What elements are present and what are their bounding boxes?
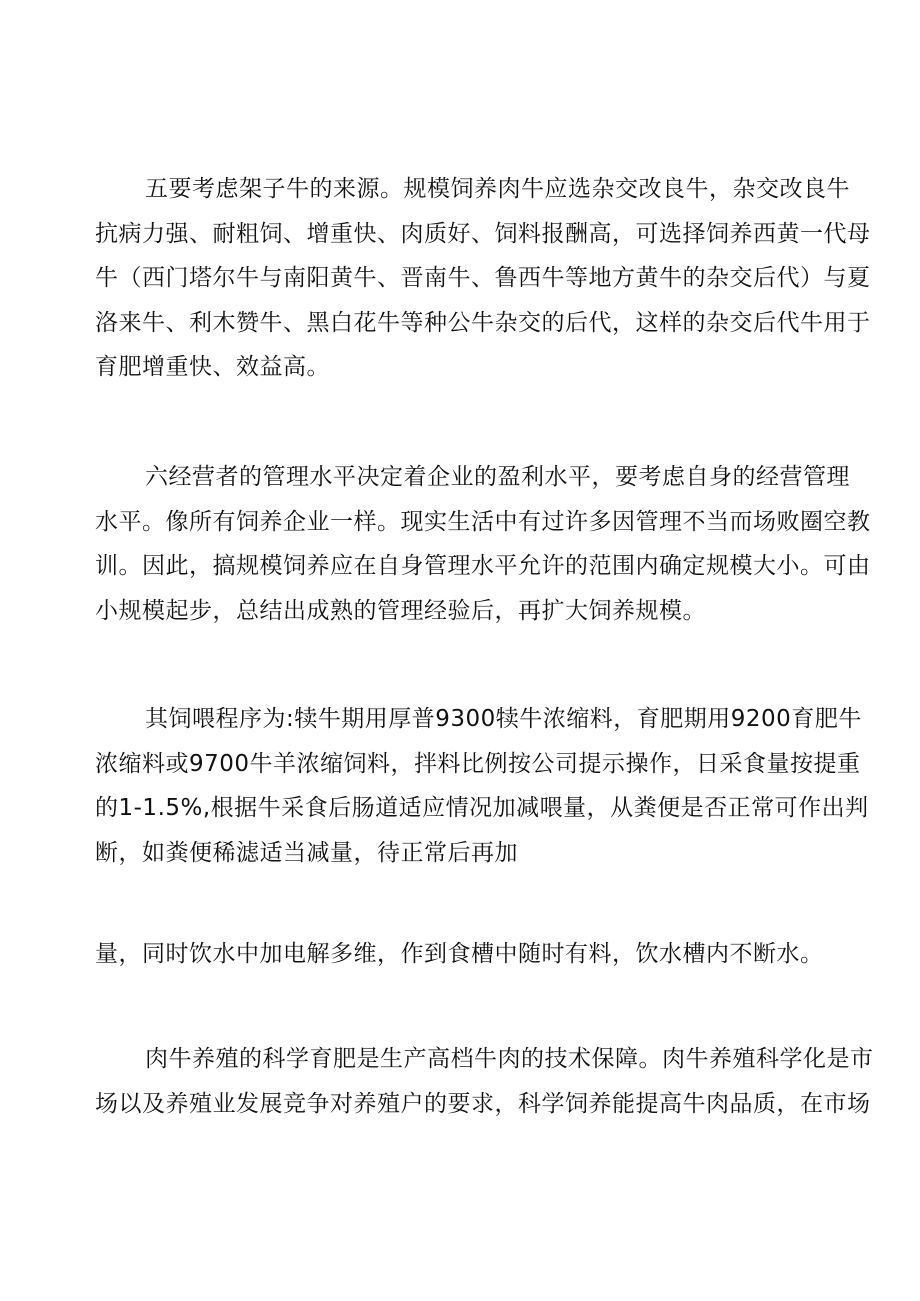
paragraph-calf-source: [95, 167, 871, 390]
text-line: 育肥增重快、效益高。: [95, 354, 330, 380]
text-line: 场以及养殖业发展竞争对养殖户的要求，科学饲养能提高牛肉品质，在市场: [95, 1090, 871, 1117]
paragraph-feeding-procedure: [95, 697, 869, 875]
text-line: 小规模起步，总结出成熟的管理经验后，再扩大饲养规模。: [95, 597, 706, 624]
text-line: 浓缩料或9700牛羊浓缩饲料，拌料比例按公司提示操作，日采食量按提重: [95, 750, 861, 777]
text-line: 洛来牛、利木赞牛、黑白花牛等种公牛杂交的后代，这样的杂交后代牛用于: [95, 309, 871, 336]
text-line: 五要考虑架子牛的来源。规模饲养肉牛应选杂交改良牛，杂交改良牛: [145, 176, 850, 202]
text-line: 训。因此，搞规模饲养应在自身管理水平允许的范围内确定规模大小。可由: [95, 553, 871, 579]
paragraph-water-supply: [95, 932, 825, 977]
text-line: 抗病力强、耐粗饲、增重快、肉质好、饲料报酬高，可选择饲养西黄一代母: [95, 220, 871, 247]
text-line: 断，如粪便稀滤适当减量，待正常后再加: [95, 839, 518, 866]
text-line: 其饲喂程序为:犊牛期用厚普9300犊牛浓缩料，育肥期用9200育肥牛: [145, 706, 862, 732]
paragraph-management-level: [95, 455, 871, 633]
text-line: 六经营者的管理水平决定着企业的盈利水平，要考虑自身的经营管理: [145, 464, 850, 490]
text-line: 的1-1.5%,根据牛采食后肠道适应情况加减喂量，从粪便是否正常可作出判: [95, 795, 869, 821]
paragraph-scientific-fattening: [95, 1037, 874, 1126]
text-line: 水平。像所有饲养企业一样。现实生活中有过许多因管理不当而场败圈空教: [95, 508, 871, 535]
text-line: 肉牛养殖的科学育肥是生产高档牛肉的技术保障。肉牛养殖科学化是市: [145, 1046, 874, 1072]
text-line: 牛（西门塔尔牛与南阳黄牛、晋南牛、鲁西牛等地方黄牛的杂交后代）与夏: [95, 265, 871, 291]
text-line: 量，同时饮水中加电解多维，作到食槽中随时有料，饮水槽内不断水。: [95, 941, 824, 967]
